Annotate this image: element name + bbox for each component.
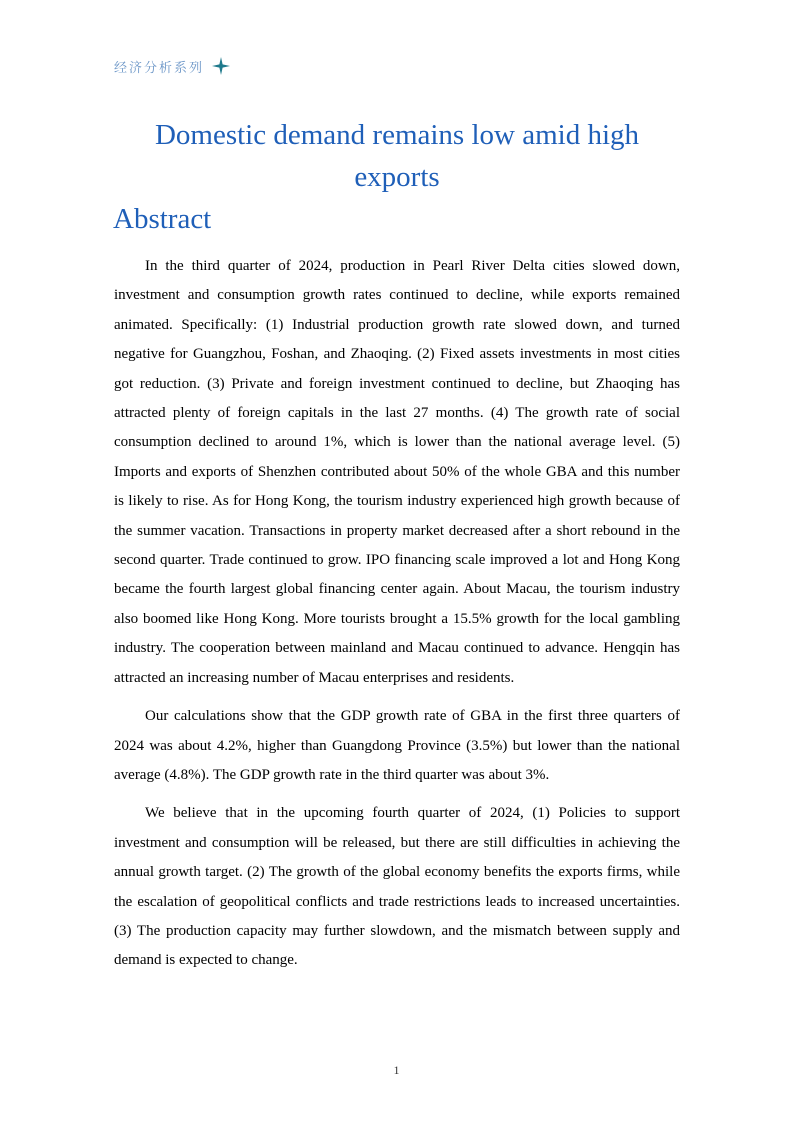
abstract-heading: Abstract bbox=[113, 203, 212, 235]
abstract-body bbox=[114, 252, 680, 985]
document-title: Domestic demand remains low amid high exports bbox=[154, 119, 640, 193]
abstract-paragraph-outlook: We believe that in the upcoming fourth quarter of 2024, (1) Policies to support investment and consumption will be released, but there are still difficulties in achieving the annual growth target. (2) The growth of the global economy benefits the exports firms, while the escalation of geopolitical conflicts and trade restrictions leads to increased uncertainties. (3) The production capacity may further slowdown, and the mismatch between supply and demand is expected to change. bbox=[114, 805, 680, 969]
abstract-paragraph-gdp: Our calculations show that the GDP growth rate of GBA in the first three quarters of 2024 was about 4.2%, higher than Guangdong Province (3.5%) but lower than the national average (4.8%). The GDP growth rate in the third quarter was about 3%. bbox=[114, 708, 680, 783]
page-number: 1 bbox=[393, 1063, 400, 1077]
series-label: 经济分析系列 bbox=[114, 60, 205, 76]
series-header bbox=[114, 55, 231, 77]
four-point-star-icon bbox=[211, 56, 231, 76]
abstract-paragraph-summary: In the third quarter of 2024, production in Pearl River Delta cities slowed down, investment and consumption growth rates continued to decline, while exports remained animated. Specifically: (1) Industrial production growth rate slowed down, and turned negative for Guangzhou, Foshan, and Zhaoqing. (2) Fixed assets investments in most cities got reduction. (3) Private and foreign investment continued to decline, but Zhaoqing has attracted plenty of foreign capitals in the last 27 months. (4) The growth rate of social consumption declined to around 1%, which is lower than the national average level. (5) Imports and exports of Shenzhen contributed about 50% of the whole GBA and this number is likely to rise. As for Hong Kong, the tourism industry experienced high growth because of the summer vacation. Transactions in property market decreased after a short rebound in the second quarter. Trade continued to grow. IPO financing scale improved a lot and Hong Kong became the fourth largest global financing center again. About Macau, the tourism industry also boomed like Hong Kong. More tourists brought a 15.5% growth for the local gambling industry. The cooperation between mainland and Macau continued to advance. Hengqin has attracted an increasing number of Macau enterprises and residents. bbox=[114, 258, 680, 686]
